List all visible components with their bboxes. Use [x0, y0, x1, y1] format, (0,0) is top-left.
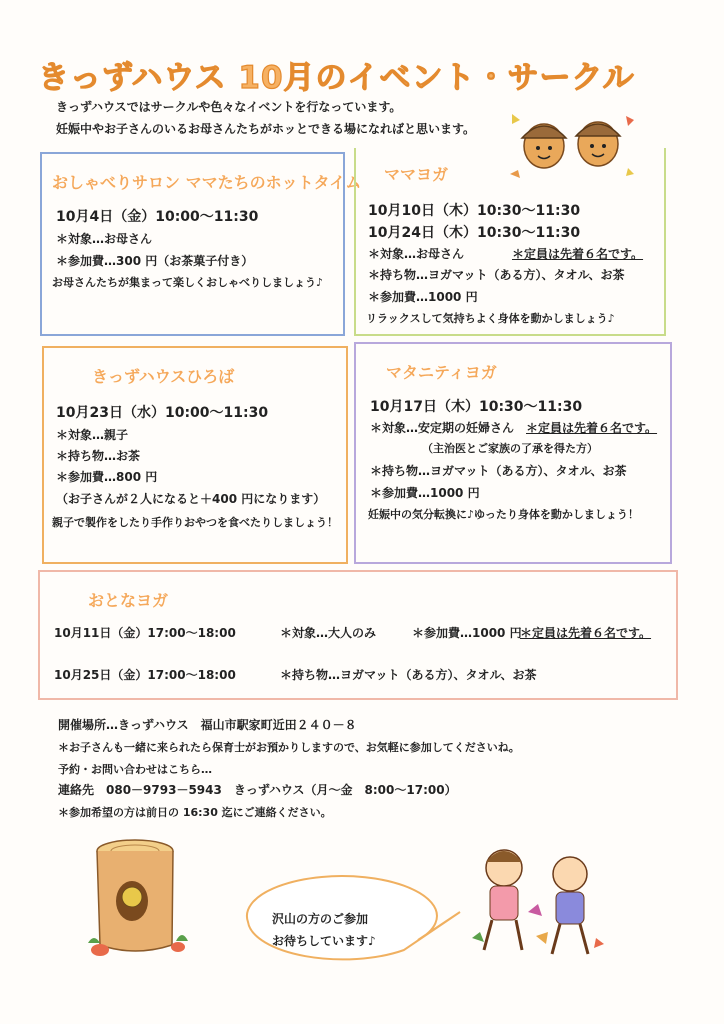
maternity-yoga-fee: ＊参加費…1000 円	[370, 486, 480, 500]
maternity-yoga-target: ＊対象…安定期の妊婦さん	[370, 421, 515, 435]
otona-yoga-date-1: 10月11日（金）17:00～18:00	[54, 626, 236, 640]
mama-yoga-fee: ＊参加費…1000 円	[368, 290, 478, 304]
otona-yoga-fee: ＊参加費…1000 円	[412, 626, 522, 640]
intro-line-2: 妊娠中やお子さんのいるお母さんたちがホッとできる場になればと思います。	[56, 122, 476, 136]
otona-yoga-target: ＊対象…大人のみ	[280, 626, 377, 640]
hiroba-fee: ＊参加費…800 円	[56, 470, 158, 484]
hiroba-date: 10月23日（水）10:00～11:30	[56, 405, 269, 421]
venue: 開催場所…きっずハウス 福山市駅家町近田２４０－８	[58, 718, 357, 732]
maternity-yoga-date: 10月17日（木）10:30～11:30	[370, 399, 583, 415]
mama-yoga-target: ＊対象…お母さん	[368, 247, 465, 261]
bubble-line-2: お待ちしています♪	[272, 934, 376, 948]
maternity-yoga-items: ＊持ち物…ヨガマット（ある方）、タオル、お茶	[370, 464, 627, 478]
children-illustration	[462, 838, 612, 966]
inquiry-label: 予約・お問い合わせはこちら…	[58, 763, 212, 776]
mama-yoga-capacity: ＊定員は先着６名です。	[512, 247, 644, 261]
otona-yoga-box	[38, 570, 678, 700]
maternity-yoga-note: （主治医とご家族の了承を得た方）	[422, 442, 598, 455]
mama-yoga-desc: リラックスして気持ちよく身体を動かしましょう♪	[366, 312, 615, 325]
childcare-note: ＊お子さんも一緒に来られたら保育士がお預かりしますので、お気軽に参加してくださいね。	[58, 741, 520, 754]
salon-title: おしゃべりサロン ママたちのホットタイム	[52, 173, 362, 192]
hiroba-title: きっずハウスひろば	[92, 367, 235, 386]
mama-yoga-box	[354, 148, 666, 336]
mama-yoga-items: ＊持ち物…ヨガマット（ある方）、タオル、お茶	[368, 268, 625, 282]
intro-line-1: きっずハウスではサークルや色々なイベントを行なっています。	[56, 100, 402, 114]
otona-yoga-capacity: ＊定員は先着６名です。	[520, 626, 652, 640]
salon-fee: ＊参加費…300 円（お茶菓子付き）	[56, 254, 254, 268]
otona-yoga-items: ＊持ち物…ヨガマット（ある方）、タオル、お茶	[280, 668, 537, 682]
page-title: きっずハウス 10月のイベント・サークル	[38, 60, 635, 96]
hiroba-desc: 親子で製作をしたり手作りおやつを食べたりしましょう！	[52, 516, 338, 529]
maternity-yoga-capacity: ＊定員は先着６名です。	[526, 421, 658, 435]
hiroba-note: （お子さんが２人になると＋400 円になります）	[56, 492, 326, 506]
maternity-yoga-title: マタニティヨガ	[386, 363, 497, 382]
mama-yoga-title: ママヨガ	[384, 165, 449, 184]
hiroba-target: ＊対象…親子	[56, 428, 129, 442]
maternity-yoga-box	[354, 342, 672, 564]
hiroba-items: ＊持ち物…お茶	[56, 449, 141, 463]
salon-target: ＊対象…お母さん	[56, 232, 153, 246]
deadline-note: ＊参加希望の方は前日の 16:30 迄にご連絡ください。	[58, 806, 332, 819]
maternity-yoga-desc: 妊娠中の気分転換に♪ゆったり身体を動かしましょう！	[368, 508, 639, 521]
salon-box	[40, 152, 362, 336]
contact-info: 連絡先 080－9793－5943 きっずハウス（月～金 8:00～17:00）	[58, 783, 457, 797]
salon-desc: お母さんたちが集まって楽しくおしゃべりしましょう♪	[52, 276, 324, 289]
mama-yoga-date-1: 10月10日（木）10:30～11:30	[368, 203, 581, 219]
hiroba-box	[42, 346, 348, 564]
tree-stump-illustration	[80, 835, 195, 970]
salon-date: 10月4日（金）10:00～11:30	[56, 209, 259, 225]
otona-yoga-title: おとなヨガ	[88, 591, 169, 610]
mama-yoga-date-2: 10月24日（木）10:30～11:30	[368, 225, 581, 241]
bubble-line-1: 沢山の方のご参加	[272, 912, 369, 926]
otona-yoga-date-2: 10月25日（金）17:00～18:00	[54, 668, 236, 682]
